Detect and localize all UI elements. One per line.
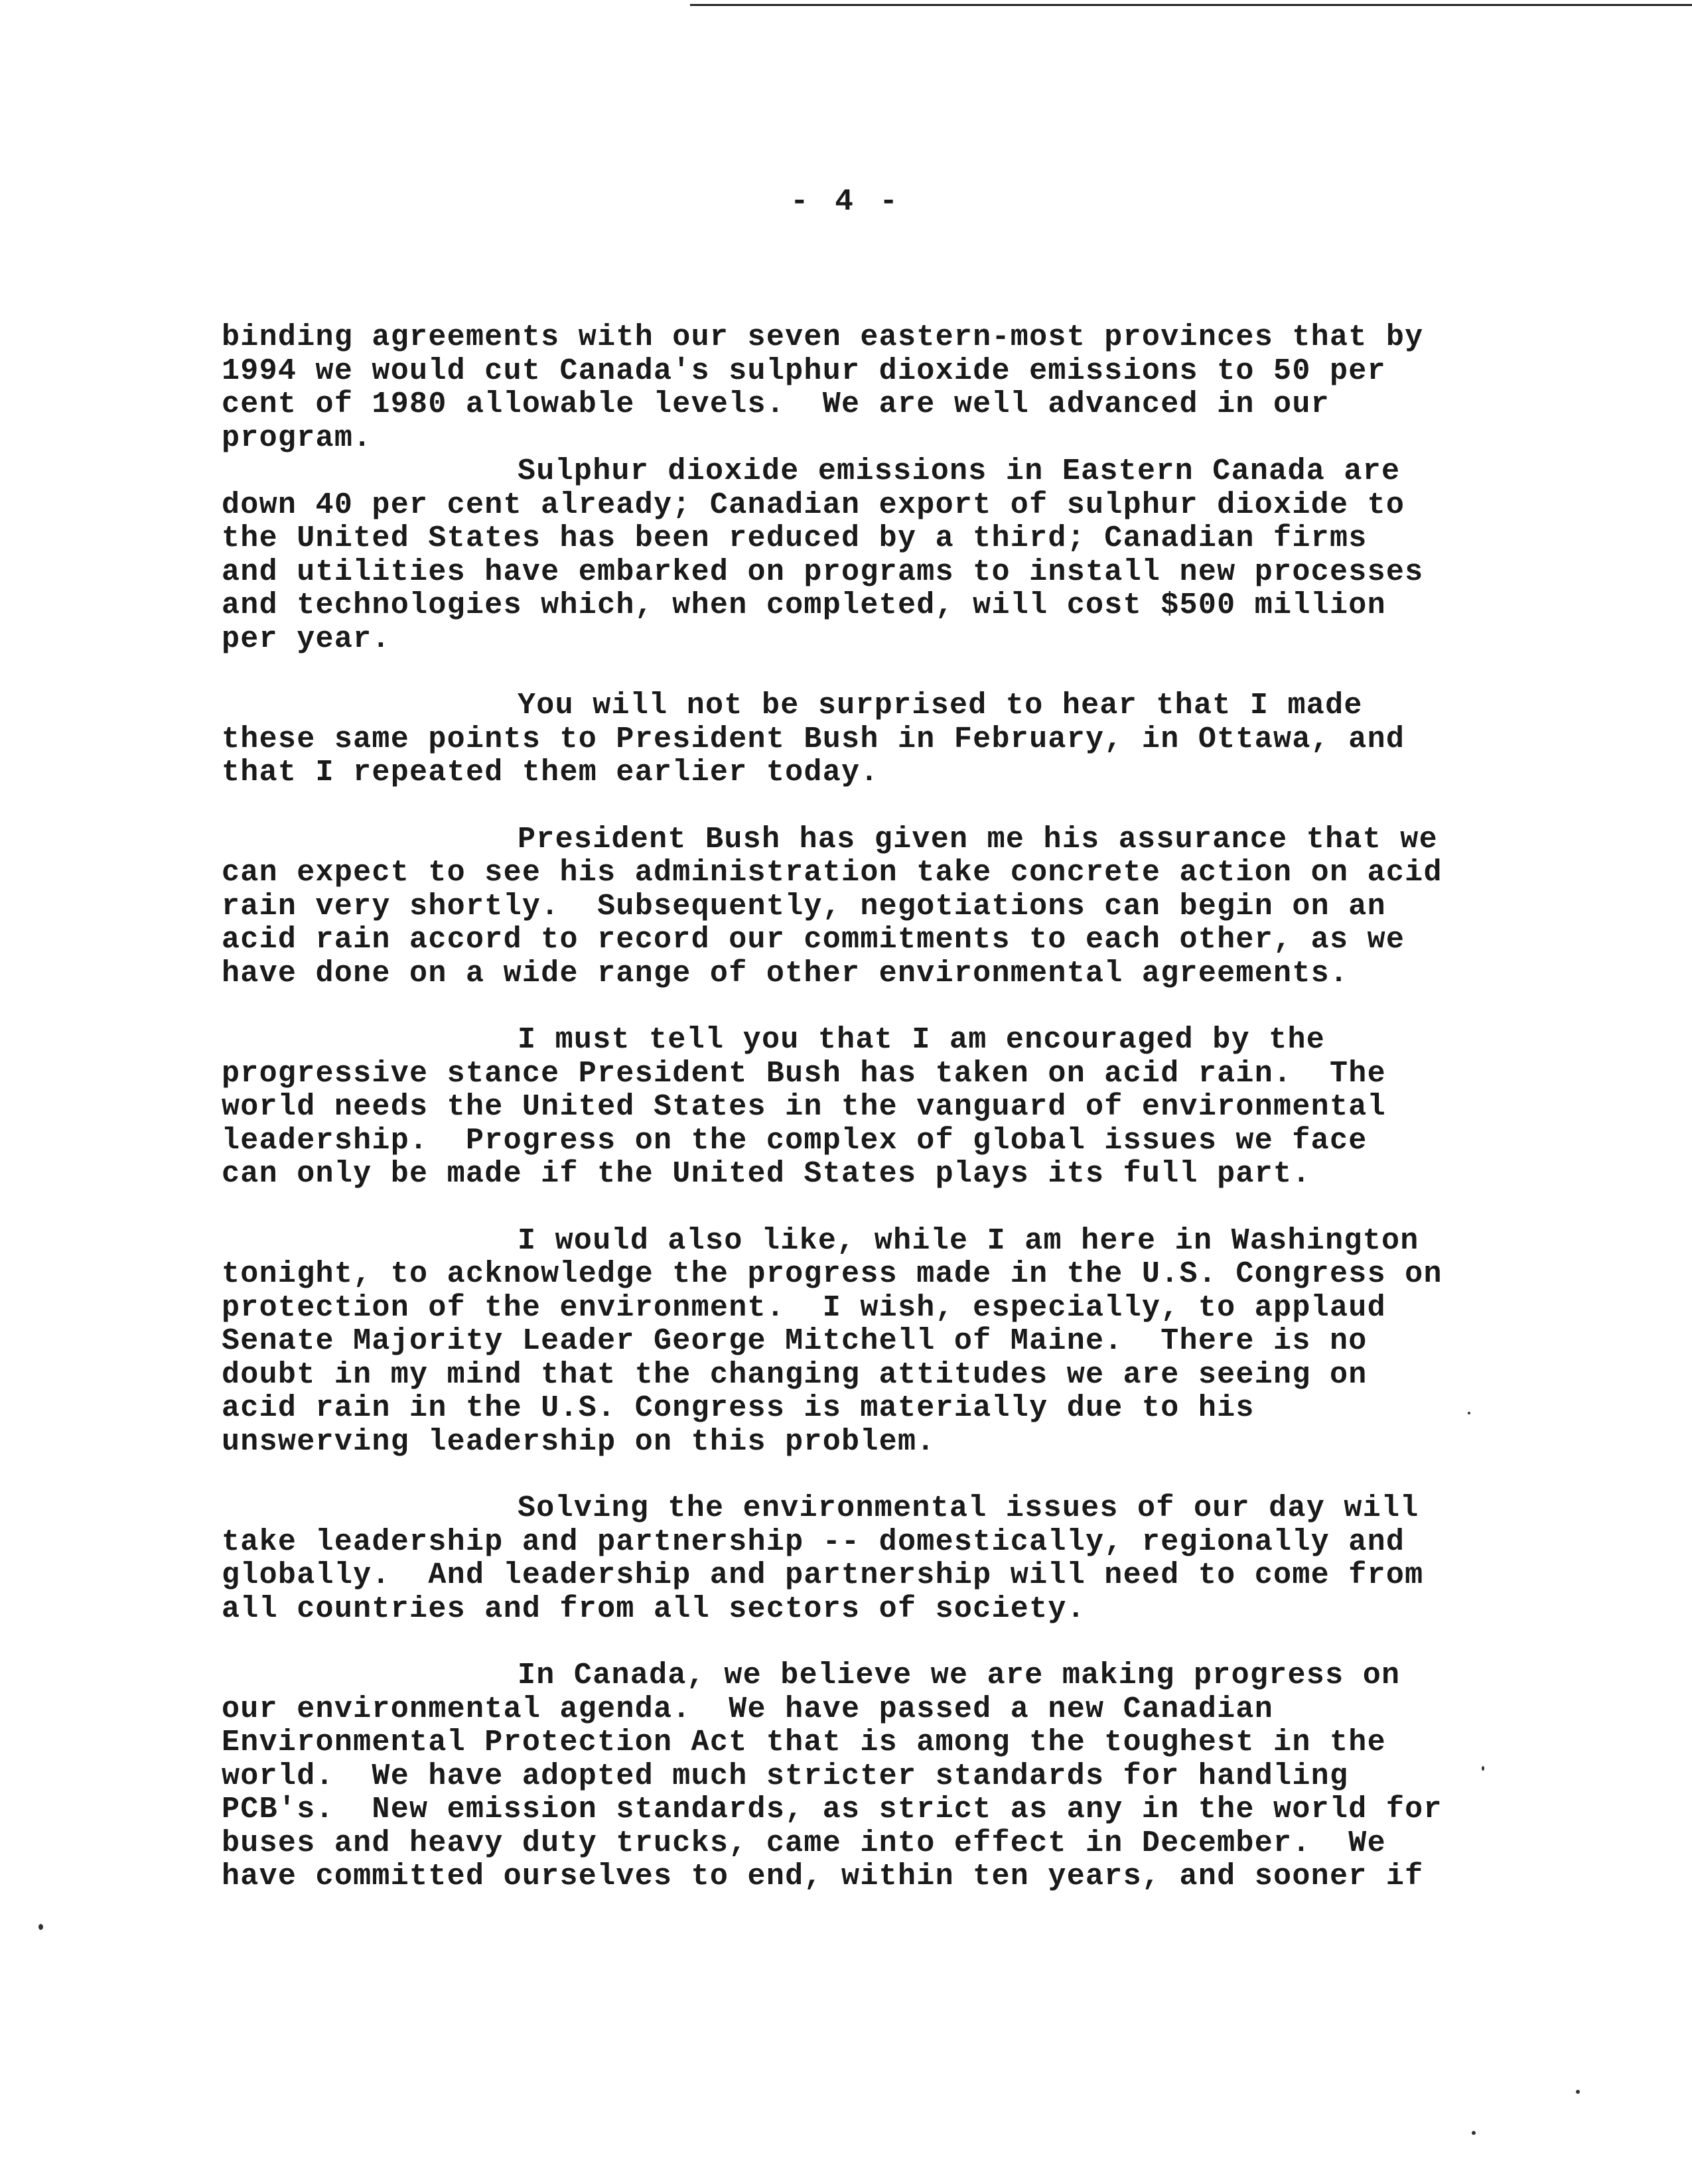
text-line: cent of 1980 allowable levels. We are well advanced in our xyxy=(222,387,1330,421)
text-line: tonight, to acknowledge the progress made in the U.S. Congress on xyxy=(222,1257,1443,1291)
document-body xyxy=(222,321,1535,1894)
paragraph-same-points xyxy=(222,689,1535,790)
text-line xyxy=(222,689,1535,723)
paragraph-encouraged xyxy=(222,1024,1535,1192)
text-line: can expect to see his administration take concrete action on acid xyxy=(222,856,1443,890)
text-line xyxy=(222,455,1535,489)
text-line-content: Sulphur dioxide emissions in Eastern Canada are xyxy=(518,454,1401,488)
scan-speck xyxy=(1468,1412,1470,1414)
text-line: these same points to President Bush in February, in Ottawa, and xyxy=(222,722,1405,756)
text-line-content: I would also like, while I am here in Washington xyxy=(518,1223,1419,1258)
text-line: globally. And leadership and partnership will need to come from xyxy=(222,1558,1424,1592)
text-line: progressive stance President Bush has taken on acid rain. The xyxy=(222,1056,1386,1091)
text-line: Environmental Protection Act that is among the toughest in the xyxy=(222,1726,1386,1759)
text-line: per year. xyxy=(222,622,391,656)
text-line-content: President Bush has given me his assurance that we xyxy=(518,822,1438,856)
text-line xyxy=(222,1492,1535,1526)
text-line: take leadership and partnership -- domestically, regionally and xyxy=(222,1525,1405,1559)
text-line: unswerving leadership on this problem. xyxy=(222,1424,936,1459)
text-line: Senate Majority Leader George Mitchell of Maine. There is no xyxy=(222,1324,1368,1358)
scan-speck xyxy=(1482,1766,1484,1771)
text-line: PCB's. New emission standards, as strict as any in the world for xyxy=(222,1793,1443,1826)
text-line: down 40 per cent already; Canadian export of sulphur dioxide to xyxy=(222,488,1405,522)
text-line xyxy=(222,1225,1535,1259)
text-line: the United States has been reduced by a third; Canadian firms xyxy=(222,521,1368,555)
paragraph-congress-progress xyxy=(222,1225,1535,1460)
paragraph-president-assurance xyxy=(222,823,1535,991)
page-number: - 4 - xyxy=(790,184,902,219)
text-line: all countries and from all sectors of society. xyxy=(222,1592,1086,1626)
text-line: doubt in my mind that the changing attitudes we are seeing on xyxy=(222,1357,1368,1392)
text-line: buses and heavy duty trucks, came into effect in December. We xyxy=(222,1826,1386,1860)
text-line: and technologies which, when completed, will cost $500 million xyxy=(222,588,1386,622)
scan-speck xyxy=(38,1924,43,1930)
text-line-content: Solving the environmental issues of our day will xyxy=(518,1491,1419,1525)
text-line: leadership. Progress on the complex of global issues we face xyxy=(222,1123,1368,1158)
text-line-content: You will not be surprised to hear that I made xyxy=(518,689,1363,722)
text-line: world. We have adopted much stricter standards for handling xyxy=(222,1759,1349,1793)
text-line: binding agreements with our seven eastern-most provinces that by xyxy=(222,320,1424,354)
scan-speck xyxy=(1472,2131,1476,2135)
scan-speck xyxy=(1576,2090,1580,2094)
text-line: and utilities have embarked on programs to install new processes xyxy=(222,555,1424,589)
paragraph-leadership-partnership xyxy=(222,1492,1535,1626)
text-line: acid rain accord to record our commitments to each other, as we xyxy=(222,923,1405,957)
text-line: can only be made if the United States plays its full part. xyxy=(222,1157,1311,1191)
text-line xyxy=(222,1659,1535,1693)
text-line: our environmental agenda. We have passed a new Canadian xyxy=(222,1692,1274,1726)
text-line xyxy=(222,823,1535,857)
text-line: rain very shortly. Subsequently, negotiations can begin on an xyxy=(222,889,1386,923)
text-line: have committed ourselves to end, within ten years, and sooner if xyxy=(222,1860,1424,1893)
text-line: that I repeated them earlier today. xyxy=(222,756,879,789)
text-line: program. xyxy=(222,421,372,455)
paragraph-sulphur-emissions xyxy=(222,455,1535,656)
text-line: have done on a wide range of other environmental agreements. xyxy=(222,956,1349,990)
scan-top-rule xyxy=(690,4,1692,6)
text-line-content: In Canada, we believe we are making progress on xyxy=(518,1659,1401,1692)
text-line: 1994 we would cut Canada's sulphur dioxide emissions to 50 per xyxy=(222,354,1386,388)
text-line: acid rain in the U.S. Congress is materially due to his xyxy=(222,1391,1255,1425)
paragraph-binding-agreements xyxy=(222,321,1535,455)
text-line: protection of the environment. I wish, especially, to applaud xyxy=(222,1290,1386,1325)
text-line xyxy=(222,1024,1535,1058)
text-line-content: I must tell you that I am encouraged by the xyxy=(518,1023,1326,1057)
paragraph-canada-agenda xyxy=(222,1659,1535,1894)
text-line: world needs the United States in the vanguard of environmental xyxy=(222,1090,1386,1124)
